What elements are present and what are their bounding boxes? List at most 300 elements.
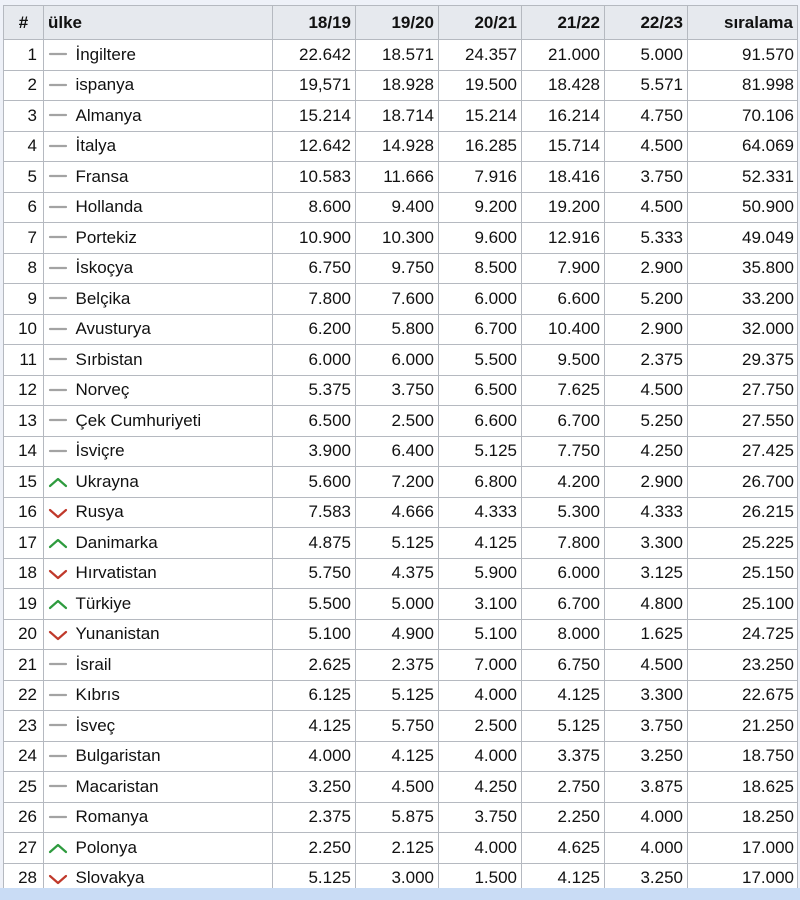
rank-cell: 22 [4, 680, 44, 711]
season-value-cell: 1.625 [605, 619, 688, 650]
rank-cell: 13 [4, 406, 44, 437]
country-cell: Sırbistan [72, 345, 273, 376]
rank-cell: 14 [4, 436, 44, 467]
rank-cell: 8 [4, 253, 44, 284]
table-row [4, 345, 798, 376]
country-cell: Portekiz [72, 223, 273, 254]
season-value-cell: 15.214 [273, 101, 356, 132]
table-row [4, 70, 798, 101]
season-value-cell: 1.500 [439, 863, 522, 894]
country-cell: İtalya [72, 131, 273, 162]
rank-cell: 10 [4, 314, 44, 345]
season-value-cell: 6.700 [439, 314, 522, 345]
trend-cell [44, 833, 72, 864]
trend-cell [44, 131, 72, 162]
season-value-cell: 7.583 [273, 497, 356, 528]
header-rank: # [4, 6, 44, 40]
rank-cell: 17 [4, 528, 44, 559]
table-row [4, 741, 798, 772]
season-value-cell: 4.000 [439, 833, 522, 864]
season-value-cell: 6.000 [522, 558, 605, 589]
total-cell: 27.425 [688, 436, 798, 467]
country-cell: Hollanda [72, 192, 273, 223]
season-value-cell: 5.875 [356, 802, 439, 833]
total-cell: 52.331 [688, 162, 798, 193]
table-row [4, 436, 798, 467]
season-value-cell: 21.000 [522, 40, 605, 71]
season-value-cell: 4.125 [273, 711, 356, 742]
table-row [4, 650, 798, 681]
total-cell: 18.750 [688, 741, 798, 772]
table-row [4, 589, 798, 620]
country-cell: Türkiye [72, 589, 273, 620]
table-row [4, 162, 798, 193]
season-value-cell: 18.571 [356, 40, 439, 71]
total-cell: 50.900 [688, 192, 798, 223]
trend-cell [44, 467, 72, 498]
season-value-cell: 5.900 [439, 558, 522, 589]
total-cell: 25.225 [688, 528, 798, 559]
country-cell: Yunanistan [72, 619, 273, 650]
season-value-cell: 4.125 [356, 741, 439, 772]
season-value-cell: 2.625 [273, 650, 356, 681]
rank-cell: 23 [4, 711, 44, 742]
rank-cell: 2 [4, 70, 44, 101]
country-cell: Macaristan [72, 772, 273, 803]
table-row [4, 192, 798, 223]
season-value-cell: 7.750 [522, 436, 605, 467]
trend-neutral-icon [48, 385, 68, 397]
header-row [4, 6, 798, 40]
trend-cell [44, 314, 72, 345]
season-value-cell: 2.900 [605, 467, 688, 498]
season-value-cell: 14.928 [356, 131, 439, 162]
total-cell: 18.250 [688, 802, 798, 833]
country-cell: Slovakya [72, 863, 273, 894]
total-cell: 22.675 [688, 680, 798, 711]
header-season-2122: 21/22 [522, 6, 605, 40]
season-value-cell: 8.600 [273, 192, 356, 223]
season-value-cell: 4.000 [273, 741, 356, 772]
season-value-cell: 11.666 [356, 162, 439, 193]
country-cell: İsviçre [72, 436, 273, 467]
trend-up-icon [48, 476, 68, 488]
season-value-cell: 18.416 [522, 162, 605, 193]
country-cell: Norveç [72, 375, 273, 406]
rank-cell: 3 [4, 101, 44, 132]
total-cell: 23.250 [688, 650, 798, 681]
country-cell: Çek Cumhuriyeti [72, 406, 273, 437]
season-value-cell: 7.916 [439, 162, 522, 193]
trend-down-icon [48, 568, 68, 580]
country-cell: Fransa [72, 162, 273, 193]
trend-neutral-icon [48, 141, 68, 153]
season-value-cell: 4.500 [356, 772, 439, 803]
trend-cell [44, 802, 72, 833]
season-value-cell: 2.375 [273, 802, 356, 833]
season-value-cell: 6.800 [439, 467, 522, 498]
season-value-cell: 3.100 [439, 589, 522, 620]
trend-neutral-icon [48, 232, 68, 244]
trend-neutral-icon [48, 720, 68, 732]
season-value-cell: 7.200 [356, 467, 439, 498]
season-value-cell: 5.125 [522, 711, 605, 742]
trend-neutral-icon [48, 415, 68, 427]
season-value-cell: 24.357 [439, 40, 522, 71]
season-value-cell: 5.100 [439, 619, 522, 650]
total-cell: 70.106 [688, 101, 798, 132]
season-value-cell: 4.125 [522, 680, 605, 711]
season-value-cell: 6.700 [522, 589, 605, 620]
table-row [4, 375, 798, 406]
table-row [4, 528, 798, 559]
season-value-cell: 5.333 [605, 223, 688, 254]
trend-cell [44, 192, 72, 223]
table-row [4, 131, 798, 162]
season-value-cell: 3.125 [605, 558, 688, 589]
country-cell: Almanya [72, 101, 273, 132]
total-cell: 91.570 [688, 40, 798, 71]
total-cell: 29.375 [688, 345, 798, 376]
trend-neutral-icon [48, 659, 68, 671]
season-value-cell: 5.600 [273, 467, 356, 498]
country-cell: İsveç [72, 711, 273, 742]
season-value-cell: 5.250 [605, 406, 688, 437]
header-season-1920: 19/20 [356, 6, 439, 40]
trend-neutral-icon [48, 446, 68, 458]
season-value-cell: 6.400 [356, 436, 439, 467]
trend-cell [44, 223, 72, 254]
trend-neutral-icon [48, 263, 68, 275]
total-cell: 27.750 [688, 375, 798, 406]
rank-cell: 4 [4, 131, 44, 162]
season-value-cell: 5.100 [273, 619, 356, 650]
table-row [4, 406, 798, 437]
header-season-2021: 20/21 [439, 6, 522, 40]
total-cell: 64.069 [688, 131, 798, 162]
country-cell: Romanya [72, 802, 273, 833]
season-value-cell: 2.500 [439, 711, 522, 742]
trend-neutral-icon [48, 690, 68, 702]
season-value-cell: 5.125 [273, 863, 356, 894]
total-cell: 81.998 [688, 70, 798, 101]
season-value-cell: 8.500 [439, 253, 522, 284]
rank-cell: 19 [4, 589, 44, 620]
table-row [4, 619, 798, 650]
season-value-cell: 3.250 [605, 863, 688, 894]
trend-cell [44, 741, 72, 772]
rank-cell: 1 [4, 40, 44, 71]
trend-down-icon [48, 629, 68, 641]
season-value-cell: 4.125 [439, 528, 522, 559]
rank-cell: 16 [4, 497, 44, 528]
season-value-cell: 15.714 [522, 131, 605, 162]
season-value-cell: 12.916 [522, 223, 605, 254]
season-value-cell: 10.583 [273, 162, 356, 193]
trend-cell [44, 40, 72, 71]
season-value-cell: 15.214 [439, 101, 522, 132]
table-header [4, 6, 798, 40]
header-country: ülke [44, 6, 273, 40]
season-value-cell: 4.500 [605, 192, 688, 223]
season-value-cell: 6.000 [439, 284, 522, 315]
total-cell: 27.550 [688, 406, 798, 437]
season-value-cell: 8.000 [522, 619, 605, 650]
season-value-cell: 7.600 [356, 284, 439, 315]
trend-neutral-icon [48, 49, 68, 61]
season-value-cell: 4.000 [439, 680, 522, 711]
season-value-cell: 5.750 [356, 711, 439, 742]
season-value-cell: 6.200 [273, 314, 356, 345]
table-row [4, 467, 798, 498]
trend-neutral-icon [48, 202, 68, 214]
trend-neutral-icon [48, 293, 68, 305]
season-value-cell: 4.000 [439, 741, 522, 772]
season-value-cell: 7.900 [522, 253, 605, 284]
trend-up-icon [48, 842, 68, 854]
table-row [4, 314, 798, 345]
season-value-cell: 3.300 [605, 528, 688, 559]
rank-cell: 24 [4, 741, 44, 772]
trend-cell [44, 101, 72, 132]
season-value-cell: 7.000 [439, 650, 522, 681]
season-value-cell: 2.250 [522, 802, 605, 833]
season-value-cell: 19,571 [273, 70, 356, 101]
country-cell: Belçika [72, 284, 273, 315]
country-cell: İskoçya [72, 253, 273, 284]
season-value-cell: 6.700 [522, 406, 605, 437]
table-row [4, 101, 798, 132]
rank-cell: 7 [4, 223, 44, 254]
season-value-cell: 4.500 [605, 650, 688, 681]
season-value-cell: 2.900 [605, 314, 688, 345]
header-season-2223: 22/23 [605, 6, 688, 40]
season-value-cell: 5.125 [356, 680, 439, 711]
season-value-cell: 4.333 [439, 497, 522, 528]
trend-up-icon [48, 598, 68, 610]
season-value-cell: 2.125 [356, 833, 439, 864]
rank-cell: 9 [4, 284, 44, 315]
trend-down-icon [48, 507, 68, 519]
season-value-cell: 4.750 [605, 101, 688, 132]
rank-cell: 26 [4, 802, 44, 833]
season-value-cell: 4.900 [356, 619, 439, 650]
season-value-cell: 4.800 [605, 589, 688, 620]
season-value-cell: 9.600 [439, 223, 522, 254]
season-value-cell: 3.000 [356, 863, 439, 894]
total-cell: 33.200 [688, 284, 798, 315]
trend-cell [44, 711, 72, 742]
ranking-table-container [3, 5, 797, 894]
season-value-cell: 6.125 [273, 680, 356, 711]
season-value-cell: 7.800 [273, 284, 356, 315]
season-value-cell: 4.375 [356, 558, 439, 589]
rank-cell: 12 [4, 375, 44, 406]
season-value-cell: 5.750 [273, 558, 356, 589]
total-cell: 49.049 [688, 223, 798, 254]
trend-cell [44, 375, 72, 406]
season-value-cell: 5.800 [356, 314, 439, 345]
season-value-cell: 9.500 [522, 345, 605, 376]
trend-down-icon [48, 873, 68, 885]
season-value-cell: 5.000 [356, 589, 439, 620]
rank-cell: 15 [4, 467, 44, 498]
season-value-cell: 4.875 [273, 528, 356, 559]
table-row [4, 497, 798, 528]
season-value-cell: 6.000 [273, 345, 356, 376]
table-row [4, 802, 798, 833]
season-value-cell: 2.900 [605, 253, 688, 284]
trend-cell [44, 284, 72, 315]
trend-neutral-icon [48, 354, 68, 366]
season-value-cell: 5.375 [273, 375, 356, 406]
total-cell: 18.625 [688, 772, 798, 803]
season-value-cell: 3.750 [605, 162, 688, 193]
season-value-cell: 4.500 [605, 131, 688, 162]
table-row [4, 833, 798, 864]
season-value-cell: 5.571 [605, 70, 688, 101]
season-value-cell: 4.500 [605, 375, 688, 406]
season-value-cell: 2.500 [356, 406, 439, 437]
season-value-cell: 5.125 [439, 436, 522, 467]
season-value-cell: 4.250 [605, 436, 688, 467]
season-value-cell: 7.800 [522, 528, 605, 559]
trend-cell [44, 650, 72, 681]
total-cell: 32.000 [688, 314, 798, 345]
trend-neutral-icon [48, 110, 68, 122]
rank-cell: 5 [4, 162, 44, 193]
season-value-cell: 16.285 [439, 131, 522, 162]
rank-cell: 20 [4, 619, 44, 650]
total-cell: 26.215 [688, 497, 798, 528]
season-value-cell: 6.750 [273, 253, 356, 284]
season-value-cell: 18.428 [522, 70, 605, 101]
trend-cell [44, 162, 72, 193]
rank-cell: 28 [4, 863, 44, 894]
season-value-cell: 3.900 [273, 436, 356, 467]
trend-cell [44, 680, 72, 711]
country-cell: İngiltere [72, 40, 273, 71]
season-value-cell: 6.600 [439, 406, 522, 437]
trend-cell [44, 772, 72, 803]
table-row [4, 284, 798, 315]
season-value-cell: 5.125 [356, 528, 439, 559]
season-value-cell: 6.000 [356, 345, 439, 376]
trend-cell [44, 436, 72, 467]
season-value-cell: 3.750 [439, 802, 522, 833]
season-value-cell: 4.125 [522, 863, 605, 894]
season-value-cell: 4.200 [522, 467, 605, 498]
country-cell: Kıbrıs [72, 680, 273, 711]
season-value-cell: 9.750 [356, 253, 439, 284]
country-cell: Danimarka [72, 528, 273, 559]
season-value-cell: 2.375 [605, 345, 688, 376]
table-row [4, 558, 798, 589]
season-value-cell: 3.875 [605, 772, 688, 803]
season-value-cell: 4.666 [356, 497, 439, 528]
total-cell: 35.800 [688, 253, 798, 284]
season-value-cell: 3.750 [356, 375, 439, 406]
rank-cell: 25 [4, 772, 44, 803]
season-value-cell: 3.250 [273, 772, 356, 803]
season-value-cell: 4.250 [439, 772, 522, 803]
table-row [4, 680, 798, 711]
table-row [4, 253, 798, 284]
table-body [4, 40, 798, 894]
rank-cell: 6 [4, 192, 44, 223]
total-cell: 17.000 [688, 833, 798, 864]
country-cell: Rusya [72, 497, 273, 528]
season-value-cell: 10.900 [273, 223, 356, 254]
season-value-cell: 5.500 [439, 345, 522, 376]
trend-neutral-icon [48, 324, 68, 336]
season-value-cell: 16.214 [522, 101, 605, 132]
trend-neutral-icon [48, 812, 68, 824]
country-cell: İsrail [72, 650, 273, 681]
rank-cell: 27 [4, 833, 44, 864]
trend-cell [44, 589, 72, 620]
country-cell: Hırvatistan [72, 558, 273, 589]
header-season-1819: 18/19 [273, 6, 356, 40]
season-value-cell: 10.300 [356, 223, 439, 254]
country-cell: ispanya [72, 70, 273, 101]
season-value-cell: 5.000 [605, 40, 688, 71]
season-value-cell: 5.500 [273, 589, 356, 620]
season-value-cell: 19.500 [439, 70, 522, 101]
country-cell: Polonya [72, 833, 273, 864]
trend-neutral-icon [48, 751, 68, 763]
country-cell: Avusturya [72, 314, 273, 345]
rank-cell: 18 [4, 558, 44, 589]
trend-cell [44, 406, 72, 437]
trend-up-icon [48, 537, 68, 549]
trend-cell [44, 558, 72, 589]
table-row [4, 711, 798, 742]
trend-neutral-icon [48, 781, 68, 793]
season-value-cell: 3.375 [522, 741, 605, 772]
season-value-cell: 19.200 [522, 192, 605, 223]
trend-cell [44, 528, 72, 559]
total-cell: 17.000 [688, 863, 798, 894]
trend-cell [44, 345, 72, 376]
total-cell: 25.150 [688, 558, 798, 589]
season-value-cell: 4.333 [605, 497, 688, 528]
total-cell: 25.100 [688, 589, 798, 620]
season-value-cell: 18.714 [356, 101, 439, 132]
trend-cell [44, 253, 72, 284]
total-cell: 24.725 [688, 619, 798, 650]
country-cell: Bulgaristan [72, 741, 273, 772]
header-total: sıralama [688, 6, 798, 40]
season-value-cell: 4.625 [522, 833, 605, 864]
country-cell: Ukrayna [72, 467, 273, 498]
season-value-cell: 12.642 [273, 131, 356, 162]
season-value-cell: 22.642 [273, 40, 356, 71]
season-value-cell: 3.750 [605, 711, 688, 742]
season-value-cell: 6.600 [522, 284, 605, 315]
season-value-cell: 4.000 [605, 833, 688, 864]
uefa-country-ranking-table [3, 5, 798, 894]
table-row [4, 40, 798, 71]
rank-cell: 11 [4, 345, 44, 376]
season-value-cell: 6.750 [522, 650, 605, 681]
season-value-cell: 18.928 [356, 70, 439, 101]
season-value-cell: 2.375 [356, 650, 439, 681]
page-bottom-strip [0, 888, 800, 900]
season-value-cell: 6.500 [439, 375, 522, 406]
trend-cell [44, 619, 72, 650]
trend-cell [44, 70, 72, 101]
